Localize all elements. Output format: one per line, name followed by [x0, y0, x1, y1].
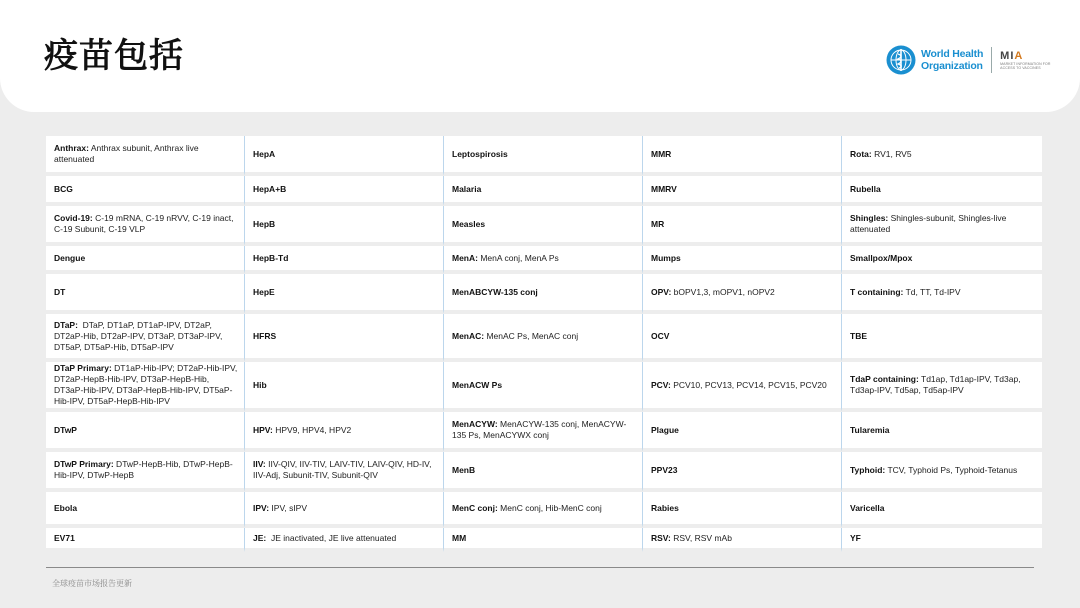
vaccine-name: DT [54, 286, 66, 297]
vaccine-cell-content [253, 380, 267, 391]
vaccine-cell [842, 452, 1042, 492]
vaccine-cell [643, 206, 842, 246]
vaccine-cell [842, 246, 1042, 274]
vaccine-cell-content [651, 149, 671, 160]
vaccine-cell-content [253, 149, 275, 160]
mi4a-tagline-1: MARKET INFORMATION FOR [1000, 61, 1051, 66]
vaccine-name: Tularemia [850, 424, 890, 435]
vaccine-cell [842, 314, 1042, 362]
vaccine-name: Dengue [54, 252, 86, 263]
vaccine-name: MMRV [651, 183, 677, 194]
vaccine-name: HepA [253, 148, 276, 159]
vaccine-types: bOPV1,3, mOPV1, nOPV2 [671, 286, 775, 297]
vaccine-cell [444, 412, 643, 452]
vaccine-types: MenC conj, Hib-MenC conj [497, 502, 602, 513]
vaccine-name: Ebola [54, 502, 78, 513]
vaccine-name: DTwP Primary: [54, 459, 114, 469]
vaccine-name: BCG [54, 183, 73, 194]
vaccine-cell-content [850, 253, 912, 264]
vaccine-cell [245, 206, 444, 246]
vaccine-cell-content [54, 459, 238, 481]
vaccine-name: HPV: [253, 424, 273, 435]
vaccine-name: MenA: [452, 252, 478, 263]
vaccine-cell-content [651, 253, 681, 264]
vaccine-name: Measles [452, 218, 486, 229]
vaccine-cell-content [651, 425, 679, 436]
vaccine-types: JE inactivated, JE live attenuated [266, 532, 397, 543]
vaccine-name: MenACW Ps [452, 379, 503, 390]
vaccine-name: MenACYW: [452, 419, 498, 429]
vaccine-cell [444, 492, 643, 528]
vaccine-cell [444, 136, 643, 176]
vaccine-cell [46, 206, 245, 246]
vaccine-name: HepA+B [253, 183, 287, 194]
vaccine-cell [46, 314, 245, 362]
vaccine-cell-content [651, 331, 669, 342]
vaccine-cell [444, 314, 643, 362]
vaccine-name: RSV: [651, 532, 671, 543]
vaccine-cell-content [54, 143, 238, 165]
vaccine-types: RSV, RSV mAb [670, 532, 732, 543]
vaccine-types: PCV10, PCV13, PCV14, PCV15, PCV20 [670, 379, 827, 390]
mi4a-accent-letter: A [1014, 49, 1024, 62]
vaccine-cell-content [54, 253, 85, 264]
vaccine-name: MMR [651, 148, 672, 159]
vaccine-name: OPV: [651, 286, 672, 297]
vaccine-cell-content [253, 184, 286, 195]
vaccine-name: MenB [452, 464, 476, 475]
vaccine-cell [842, 136, 1042, 176]
vaccine-cell [444, 362, 643, 412]
vaccine-cell-content [452, 184, 481, 195]
vaccine-name: Covid-19: [54, 213, 93, 223]
vaccine-types: Td, TT, Td-IPV [903, 286, 961, 297]
vaccine-types: Anthrax subunit, Anthrax live attenuated [54, 143, 201, 164]
logo-group [884, 44, 1050, 76]
vaccine-name: Anthrax: [54, 143, 89, 153]
vaccine-cell [643, 136, 842, 176]
vaccine-name: YF [850, 532, 861, 543]
vaccine-name: HepE [253, 286, 275, 297]
vaccine-cell-content [452, 533, 466, 544]
vaccine-name: Typhoid: [850, 464, 886, 475]
vaccine-cell-content [850, 425, 890, 436]
vaccine-cell [444, 452, 643, 492]
vaccine-name: Leptospirosis [452, 148, 508, 159]
vaccine-cell-content [54, 184, 73, 195]
vaccine-cell [444, 246, 643, 274]
vaccine-name: PPV23 [651, 464, 678, 475]
vaccine-cell-content [253, 253, 288, 264]
header-panel [0, 0, 1080, 112]
vaccine-cell [245, 412, 444, 452]
vaccine-types: IIV-QIV, IIV-TIV, LAIV-TIV, LAIV-QIV, HD-IV, IIV-Adj, Subunit-TIV, Subunit-QIV [253, 459, 434, 480]
who-line-2: Organization [921, 60, 983, 72]
vaccine-cell [643, 362, 842, 412]
vaccine-name: Hib [253, 379, 267, 390]
vaccine-name: TBE [850, 330, 867, 341]
vaccine-cell [46, 246, 245, 274]
vaccine-name: MR [651, 218, 665, 229]
vaccine-name: MenAC: [452, 330, 485, 341]
footer-divider [46, 567, 1034, 568]
vaccine-name: DTaP Primary: [54, 363, 112, 373]
vaccine-cell-content [850, 287, 961, 298]
vaccine-cell [46, 274, 245, 314]
vaccine-cell-content [452, 419, 636, 441]
vaccine-name: MenC conj: [452, 502, 498, 513]
vaccine-cell [46, 362, 245, 412]
mi4a-prefix: MI [1000, 49, 1015, 62]
vaccine-name: IIV: [253, 459, 266, 469]
vaccine-cell-content [452, 465, 475, 476]
vaccine-cell [245, 362, 444, 412]
vaccine-name: Shingles: [850, 213, 889, 223]
vaccine-cell [842, 206, 1042, 246]
vaccine-name: T containing: [850, 286, 904, 297]
vaccine-cell-content [651, 219, 664, 230]
vaccine-name: TdaP containing: [850, 374, 919, 384]
vaccine-cell [245, 314, 444, 362]
vaccine-cell-content [651, 380, 827, 391]
vaccine-name: DTwP [54, 424, 77, 435]
vaccine-cell [444, 176, 643, 206]
mi4a-tagline-2: ACCESS TO VACCINES [1000, 66, 1041, 70]
vaccine-cell-content [54, 425, 77, 436]
vaccine-cell [842, 176, 1042, 206]
vaccine-cell-content [452, 253, 559, 264]
vaccine-cell-content [54, 213, 238, 235]
who-line-1: World Health [921, 48, 984, 60]
vaccine-cell-content [850, 331, 867, 342]
vaccine-cell [245, 492, 444, 528]
vaccine-types: Td1ap, Td1ap-IPV, Td3ap, Td3ap-IPV, Td5ap, Td5ap-IPV [850, 374, 1023, 395]
logo-divider [991, 47, 992, 73]
vaccine-cell [46, 528, 245, 552]
vaccine-types: DTaP, DT1aP, DT1aP-IPV, DT2aP, DT2aP-Hib, DT2aP-IPV, DT3aP, DT3aP-IPV, DT5aP, DT5aP-Hib, DT5aP-IPV [54, 319, 225, 352]
vaccine-types: MenAC Ps, MenAC conj [484, 330, 579, 341]
vaccine-name: PCV: [651, 379, 671, 390]
vaccine-cell [46, 412, 245, 452]
vaccine-name: DTaP: [54, 319, 78, 330]
vaccine-name: Varicella [850, 502, 885, 513]
vaccine-cell-content [651, 465, 677, 476]
vaccine-cell-content [54, 503, 77, 514]
vaccine-cell-content [452, 503, 602, 514]
vaccine-cell [444, 206, 643, 246]
vaccine-cell-content [253, 331, 276, 342]
vaccine-cell [643, 274, 842, 314]
who-emblem-icon [884, 44, 918, 76]
vaccine-cell [842, 412, 1042, 452]
vaccine-cell-content [452, 287, 538, 298]
vaccine-cell-content [253, 287, 275, 298]
vaccine-types: MenACYW-135 conj, MenACYW-135 Ps, MenACYWX conj [452, 419, 627, 440]
vaccine-name: MenABCYW-135 conj [452, 286, 538, 297]
vaccine-name: Mumps [651, 252, 681, 263]
vaccine-cell-content [651, 503, 679, 514]
vaccine-cell [245, 176, 444, 206]
vaccine-cell [245, 246, 444, 274]
vaccine-cell [842, 528, 1042, 552]
vaccine-cell-content [850, 213, 1036, 235]
vaccine-name: OCV [651, 330, 670, 341]
vaccine-cell-content [54, 320, 238, 353]
vaccine-cell [643, 492, 842, 528]
vaccine-cell-content [651, 184, 677, 195]
vaccine-cell [46, 492, 245, 528]
vaccine-cell [643, 528, 842, 552]
vaccine-cell [46, 452, 245, 492]
vaccine-cell [643, 314, 842, 362]
vaccine-cell [245, 274, 444, 314]
vaccine-types: DT1aP-Hib-IPV; DT2aP-Hib-IPV, DT2aP-HepB-Hib-IPV, DT3aP-HepB-Hib, DT3aP-Hib-IPV, DT3aP-HepB-Hib-IPV, DT5aP-Hib-IPV, DT5aP-HepB-Hib-IPV [54, 363, 240, 406]
vaccine-types: Shingles-subunit, Shingles-live attenuated [850, 213, 1009, 234]
vaccine-cell [842, 274, 1042, 314]
vaccine-table [46, 136, 1042, 552]
mi4a-logo [1000, 50, 1050, 71]
vaccine-cell-content [850, 533, 861, 544]
vaccine-cell-content [651, 287, 775, 298]
vaccine-name: IPV: [253, 502, 270, 513]
vaccine-cell-content [452, 331, 578, 342]
who-wordmark [921, 48, 983, 72]
vaccine-cell [643, 412, 842, 452]
vaccine-cell-content [651, 533, 732, 544]
vaccine-name: JE: [253, 532, 267, 543]
vaccine-cell-content [850, 184, 881, 195]
vaccine-cell-content [253, 219, 275, 230]
vaccine-cell-content [850, 465, 1017, 476]
vaccine-cell-content [850, 374, 1036, 396]
vaccine-types: C-19 mRNA, C-19 nRVV, C-19 inact, C-19 Subunit, C-19 VLP [54, 213, 236, 234]
vaccine-cell [842, 492, 1042, 528]
page-title: 疫苗包括 [44, 36, 184, 76]
vaccine-cell-content [54, 363, 238, 407]
vaccine-types: DTwP-HepB-Hib, DTwP-HepB-Hib-IPV, DTwP-HepB [54, 459, 233, 480]
vaccine-name: HFRS [253, 330, 277, 341]
vaccine-cell-content [850, 503, 885, 514]
vaccine-cell-content [253, 503, 307, 514]
vaccine-name: Rubella [850, 183, 881, 194]
vaccine-types: TCV, Typhoid Ps, Typhoid-Tetanus [885, 464, 1018, 475]
vaccine-name: Malaria [452, 183, 482, 194]
vaccine-types: HPV9, HPV4, HPV2 [272, 424, 352, 435]
footer-text: 全球疫苗市场报告更新 [52, 579, 132, 588]
vaccine-name: MM [452, 532, 467, 543]
vaccine-name: Rota: [850, 148, 872, 159]
vaccine-cell [842, 362, 1042, 412]
vaccine-cell-content [253, 533, 396, 544]
vaccine-name: EV71 [54, 532, 75, 543]
vaccine-types: RV1, RV5 [871, 148, 912, 159]
vaccine-cell-content [452, 149, 508, 160]
vaccine-types: MenA conj, MenA Ps [477, 252, 559, 263]
vaccine-cell [245, 452, 444, 492]
vaccine-cell-content [253, 425, 351, 436]
vaccine-name: Rabies [651, 502, 679, 513]
vaccine-types: IPV, sIPV [269, 502, 308, 513]
vaccine-cell-content [54, 533, 75, 544]
vaccine-cell [444, 274, 643, 314]
vaccine-name: Smallpox/Mpox [850, 252, 913, 263]
vaccine-name: Plague [651, 424, 679, 435]
vaccine-cell-content [452, 219, 485, 230]
mi4a-wordmark [1000, 50, 1050, 62]
vaccine-cell [444, 528, 643, 552]
vaccine-name: HepB [253, 218, 276, 229]
vaccine-cell [46, 176, 245, 206]
vaccine-cell [643, 176, 842, 206]
vaccine-cell-content [253, 459, 437, 481]
vaccine-cell-content [54, 287, 65, 298]
vaccine-cell [245, 528, 444, 552]
vaccine-cell-content [850, 149, 912, 160]
vaccine-cell [643, 246, 842, 274]
vaccine-name: HepB-Td [253, 252, 289, 263]
vaccine-cell [245, 136, 444, 176]
vaccine-cell-content [452, 380, 502, 391]
vaccine-cell [46, 136, 245, 176]
vaccine-cell [643, 452, 842, 492]
